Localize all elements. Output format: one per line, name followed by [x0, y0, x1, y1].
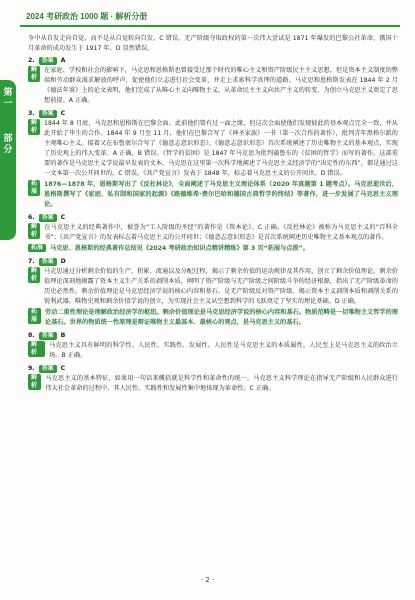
section-sidebar-tab [0, 80, 16, 240]
question-number: 8. [28, 332, 35, 339]
expand-text: 劳动二重性理论是理解政治经济学的枢纽。剩余价值理论是马克思经济学说的核心内容和基石。物质范畴是一切唯物主义哲学的理论基石。世界的物质统一性原理是辩证唯物主义最基本、最核心的观点，是马克思主义的基石。 [44, 309, 398, 326]
expand-tag: 拓展 [28, 180, 40, 196]
question-7-expand [28, 308, 398, 329]
question-number: 3. [28, 110, 35, 117]
answer-value: D [60, 258, 66, 265]
answer-tag: 答案 [39, 258, 57, 266]
analysis-tag: 解析 [28, 66, 40, 82]
header-title: 2024 考研政治 1000 题 · 解析分册 [26, 12, 148, 21]
question-9-analysis [28, 374, 398, 395]
analysis-text: 1844 年 8 月底，马克思和恩格斯在巴黎会面。此前他们曾有过一面之缘，但这次会面使他们发现彼此的基本观点完全一致，并从此开始了毕生的合作。1844 年 9 月至 11 月，他们在巴黎合写了《神圣家族》一书（第一次合作的著作），批判青年黑格尔派的主观唯心主义。接着又在布鲁塞尔合写了《德意志意识形态》。《德意志意识形态》首次系统阐述了历史唯物主义的基本观点，实现了历史观上的伟大变革。A 正确，B 错误。《哲学的贫困》是 1847 年马克思为批判蒲鲁东的《贫困的哲学》而写的著作。这部重要的著作是马克思主义学说最早发表的文本，马克思在这里第一次科学地阐述了马克思主义经济学的“决定性的东西”，都是通过这一文本第一次公开问世的。C 错误。《共产党宣言》发表于 1848 年，标志着马克思主义的公开问世。D 错误。 [44, 120, 398, 177]
intro-paragraph: 争中从自发走向自觉，而不是从自觉转向自发。C 错误。无产阶级夺取政权的第一次伟大尝试是 1871 年爆发的巴黎公社革命，俄国十月革命的成功发生于 1917 年。D 显然错误。 [28, 35, 398, 52]
content-area [28, 34, 398, 395]
question-number: 6. [28, 214, 35, 221]
question-3-analysis [28, 119, 398, 180]
answer-value: C [60, 214, 66, 221]
analysis-text: 在家庭、学校和社会的影响下，马克思和恩格斯也曾接受过那个时代的唯心主义和资产阶级民主主义思想。但是资本主义制度的弊端和劳动群众渴求解放的呼声，促使他们立志进行社会变革，并走上求索科学真理的道路。马克思和恩格斯发表在 1844 年 2 月《德法年鉴》上的论文表明，他们完成了从唯心主义向唯物主义、从革命民主主义向共产主义的转变，为创立马克思主义奠定了思想前提。A 正确。 [44, 67, 398, 104]
answer-tag: 答案 [39, 332, 57, 340]
analysis-text: 马克思主义的基本特征，如果用一句话来概括就是科学性和革命性的统一。马克思主义科学理论在指导无产阶级和人民群众进行伟大社会革命的过程中，其人民性、实践性和发展性集中地体现为革命性。C 正确。 [45, 375, 398, 392]
question-7-analysis [28, 267, 398, 308]
question-6-analysis [28, 223, 398, 244]
answer-tag: 答案 [39, 57, 57, 65]
answer-tag: 答案 [39, 365, 57, 373]
header-divider [20, 25, 400, 27]
answer-tag: 答案 [39, 110, 57, 118]
page-number: · 2 · [200, 576, 215, 584]
question-6-expand [28, 244, 398, 255]
answer-value: A [60, 57, 66, 64]
question-number: 9. [28, 365, 35, 372]
answer-value: C [60, 110, 66, 117]
question-6-header [28, 213, 398, 223]
expand-tag: 拓展 [28, 244, 46, 252]
sidebar-label-sub: 部分 [3, 134, 13, 155]
analysis-text: 在马克思主义的经典著作中，被誉为“工人阶级的圣经”的著作是《资本论》。C 正确。《反杜林论》被称为马克思主义的“百科全书”；《共产党宣言》的发表标志着马克思主义的公开问世；《德意志意识形态》是首次系统阐述历史唯物主义基本观点的著作。 [44, 224, 398, 241]
analysis-tag: 解析 [28, 267, 40, 283]
analysis-text: 马克思主义具有鲜明的科学性、人民性、实践性、发展性。人民性是马克思主义的本质属性，人民至上是马克思主义的政治立场。B 正确。 [49, 342, 398, 359]
question-7-header [28, 257, 398, 267]
question-3-header [28, 109, 398, 119]
analysis-tag: 解析 [28, 119, 40, 135]
question-2-header [28, 56, 398, 66]
expand-text: 1876—1878 年，恩格斯写出了《反杜林论》，全面阐述了马克思主义理论体系（2020 年真题第 1 题考点）。马克思逝世后，恩格斯撰写了《家庭、私有制和国家的起源》《路德维希·费尔巴哈和德国古典哲学的终结》等著作，进一步发展了马克思主义理论。 [44, 181, 398, 208]
question-number: 7. [28, 258, 35, 265]
question-8-header [28, 331, 398, 341]
expand-text: 马克思、恩格斯的经典著作总结见《2024 考研政治知识点精讲精练》第 3 页“拓展与点拨”。 [50, 245, 309, 252]
page-header [20, 8, 400, 28]
expand-tag: 拓展 [28, 308, 41, 324]
sidebar-label-main: 第一 [3, 88, 13, 109]
analysis-tag: 解析 [28, 374, 41, 390]
analysis-tag: 解析 [28, 341, 45, 357]
analysis-text: 马克思通过分析剩余价值的生产、积累、流通以及分配过程，揭示了剩余价值的运动规律及其作用，创立了剩余价值理论。剩余价值理论深刻地揭露了资本主义生产关系的剥削本质，阐明了资产阶级与无产阶级之间阶级斗争的经济根源，指出了无产阶级革命的历史必然性。剩余价值理论是马克思经济学说的核心内容和基石，是无产阶级反对资产阶级、揭示资本主义剥削本质和剥削关系的锐利武器。唯物史观和剩余价值学说的创立，为实现社会主义从空想到科学的飞跃奠定了坚实的理论基础。D 正确。 [44, 268, 398, 305]
question-3-expand [28, 180, 398, 211]
question-9-header [28, 364, 398, 374]
answer-value: B [60, 332, 66, 339]
answer-tag: 答案 [39, 214, 57, 222]
analysis-tag: 解析 [28, 223, 40, 239]
question-number: 2. [28, 57, 35, 64]
question-8-analysis [28, 341, 398, 362]
answer-value: C [60, 365, 66, 372]
question-2-analysis [28, 66, 398, 107]
